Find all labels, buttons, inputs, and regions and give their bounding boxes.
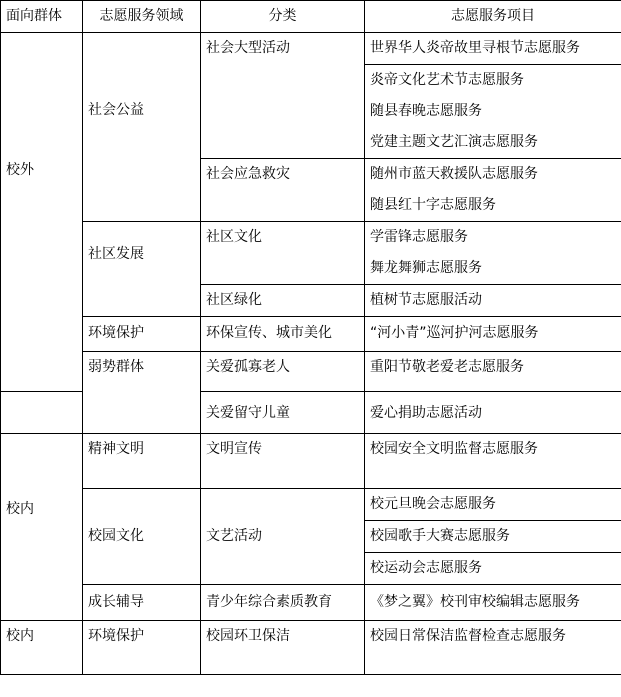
project-cell: 随州市蓝天救援队志愿服务 [365,159,621,191]
category-cell: 校园环卫保洁 [201,621,365,675]
project-cell: 重阳节敬老爱老志愿服务 [365,352,621,392]
project-cell: 世界华人炎帝故里寻根节志愿服务 [365,33,621,65]
group-off-campus [1,33,83,392]
category-cell: 社区文化 [201,222,365,285]
project-cell: 随县春晚志愿服务 [365,96,621,127]
group-off-campus-tail [1,392,83,434]
domain-cell [83,222,201,317]
project-cell: 炎帝文化艺术节志愿服务 [365,65,621,97]
header-row [1,1,621,33]
domain-cell [83,33,201,222]
project-cell: 校园日常保洁监督检查志愿服务 [365,621,621,675]
table-row [1,222,621,254]
table-row [1,317,621,352]
domain-cell: 精神文明 [83,434,201,489]
domain-cell: 校园文化 [83,489,201,585]
category-cell: 文艺活动 [201,489,365,585]
category-cell: 关爱留守儿童 [201,392,365,434]
table-row [1,621,621,675]
header-service-project: 志愿服务项目 [365,1,621,33]
domain-cell: 成长辅导 [83,585,201,621]
category-cell: 社会应急救灾 [201,159,365,222]
category-cell: 关爱孤寡老人 [201,352,365,392]
project-cell: 校元旦晚会志愿服务 [365,489,621,521]
domain-label: 社会公益 [88,102,144,118]
domain-label: 社区发展 [88,246,144,262]
header-service-domain: 志愿服务领域 [83,1,201,33]
header-category: 分类 [201,1,365,33]
header-target-group: 面向群体 [1,1,83,33]
project-cell: 校园歌手大赛志愿服务 [365,521,621,553]
project-cell: 《梦之翼》校刊审校编辑志愿服务 [365,585,621,621]
project-cell: 随县红十字志愿服务 [365,190,621,222]
domain-cell: 环境保护 [83,317,201,352]
domain-cell: 弱势群体 [83,352,201,434]
category-cell: 青少年综合素质教育 [201,585,365,621]
table-row [1,585,621,621]
table-row [1,352,621,392]
table-row [1,33,621,65]
project-cell: 舞龙舞狮志愿服务 [365,253,621,285]
project-cell: 校运动会志愿服务 [365,553,621,585]
table-row [1,434,621,489]
category-cell: 环保宣传、城市美化 [201,317,365,352]
category-cell: 社会大型活动 [201,33,365,159]
project-cell: 学雷锋志愿服务 [365,222,621,254]
category-cell: 文明宣传 [201,434,365,489]
project-cell: “河小青”巡河护河志愿服务 [365,317,621,352]
category-cell: 社区绿化 [201,285,365,317]
group-on-campus-2: 校内 [1,621,83,675]
group-label: 校外 [6,162,34,178]
project-cell: 植树节志愿服活动 [365,285,621,317]
group-on-campus [1,434,83,621]
table-row [1,489,621,521]
group-label: 校内 [6,501,34,517]
project-cell: 党建主题文艺汇演志愿服务 [365,127,621,159]
project-cell: 爱心捐助志愿活动 [365,392,621,434]
project-cell: 校园安全文明监督志愿服务 [365,434,621,489]
domain-cell: 环境保护 [83,621,201,675]
